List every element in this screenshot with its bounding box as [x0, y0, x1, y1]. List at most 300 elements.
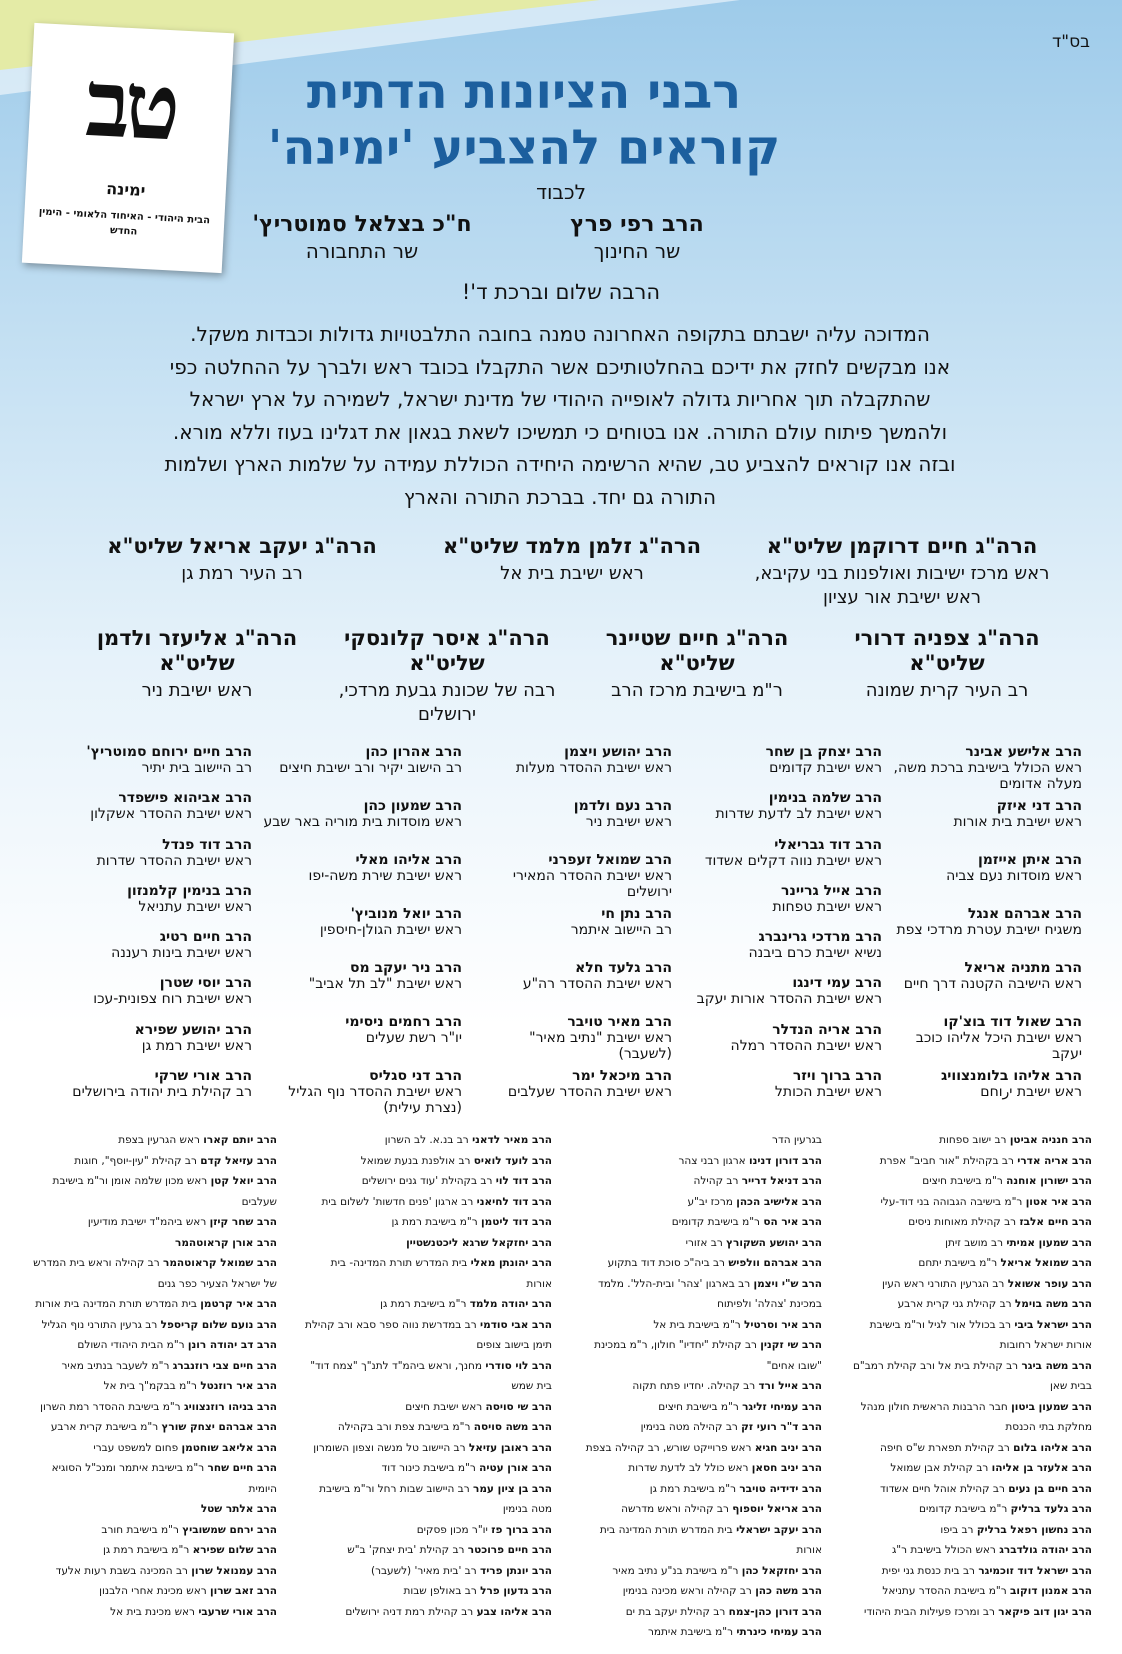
- signer-name: הרב נחשון רפאל ברליק: [976, 1523, 1092, 1536]
- signer-name: הרב שחר קיזן: [209, 1216, 277, 1228]
- bottom-signer: [842, 1581, 1092, 1602]
- signer-role: ר"מ בישיבת ההסדר רמת השרון: [40, 1400, 181, 1413]
- bottom-signer: [27, 1602, 277, 1623]
- minister-role: שר התחבורה: [305, 239, 419, 263]
- signer-role: ר"מ בבקמ"ך בית אל: [103, 1380, 197, 1392]
- signer-role: רב אזורי: [685, 1236, 723, 1249]
- signer-name: הרב איר אטון: [1025, 1195, 1092, 1208]
- signer-name: הרב עמנואל שרון: [191, 1564, 277, 1577]
- signer-name: הרב ברוך פז: [491, 1523, 552, 1536]
- signer-name: הרב נועם שלום קריספל: [160, 1318, 277, 1331]
- bottom-signer: [842, 1561, 1092, 1582]
- headline: [204, 64, 844, 176]
- ballot-party-subtitle: הבית היהודי - האיחוד הלאומי - הימין החדש: [38, 206, 211, 238]
- signer-role: ראש ישיבת לב לדעת שדרות: [715, 806, 882, 823]
- letter-body: [90, 318, 1030, 513]
- lekavod: לכבוד: [536, 180, 586, 204]
- signer-senior: [332, 626, 562, 727]
- signer-role: רבה של שכונת גבעת מרדכי, ירושלים: [338, 680, 556, 725]
- signer-role: ראש מוסדות נעם צביה: [946, 868, 1082, 884]
- signer-name: הרב יהושע ויצמן: [564, 744, 672, 760]
- signer-name: הרב אמנון דוקוב: [1010, 1585, 1092, 1597]
- signer-role: רב קהילת "יחדיו" חולון, ר"מ במכינת "שובו אחים": [594, 1339, 822, 1372]
- signer-role: ראש ישיבת הכותל: [774, 1084, 882, 1100]
- bottom-signer: [27, 1171, 277, 1212]
- bottom-signer: [842, 1540, 1092, 1561]
- bottom-signer: [842, 1192, 1092, 1213]
- signer-role: ראש ישיבת חיצים: [405, 1400, 483, 1413]
- signer-small: [52, 744, 252, 776]
- signer-name: הרב דורון כהן-צמח: [728, 1605, 822, 1618]
- signer-role: ראש מוסדות בית מוריה באר שבע: [263, 814, 462, 830]
- signer-name: הרב אריה הנדלר: [772, 1021, 882, 1038]
- signer-name: הרב משה ביגר: [1021, 1359, 1092, 1372]
- signer-role: ראש מכינת בית אל: [110, 1605, 195, 1618]
- signer-name: הרב עמיחי כינרתי: [736, 1626, 822, 1638]
- signer-name: הרב עזיאל קדם: [200, 1154, 277, 1167]
- signer-name: הרב דניאל דרייר: [741, 1175, 822, 1187]
- bottom-signer: [572, 1520, 822, 1561]
- bottom-signer: [27, 1253, 277, 1294]
- bottom-signer: [302, 1397, 552, 1418]
- bottom-signer: [302, 1540, 552, 1561]
- signer-small: [682, 837, 882, 869]
- signer-role: ראש ישיבת ההסדר אורות יעקב: [696, 991, 882, 1008]
- signer-name: הרב חיים פרוכטר: [467, 1544, 552, 1556]
- bottom-signer: [302, 1233, 552, 1254]
- bottom-signer: [572, 1417, 822, 1438]
- bottom-signer: [572, 1212, 822, 1233]
- signer-role: יו"ר מכון פסקים: [416, 1523, 488, 1536]
- signer-small: [882, 960, 1082, 992]
- signer-name: הרה"ג אליעזר ולדמן שליט"א: [96, 626, 298, 675]
- bottom-signer: [302, 1356, 552, 1397]
- signer-role: ר"מ בישיבה הגבוהה בני דוד-עלי: [880, 1195, 1023, 1208]
- bottom-signer: [842, 1356, 1092, 1397]
- signer-role: רב הגרעין התורני ראש העין: [881, 1277, 1005, 1290]
- signer-role: רב קהילת יעקב בת ים: [625, 1605, 726, 1618]
- signer-name: הרב שאול דוד בוצ'קו: [943, 1014, 1082, 1030]
- bottom-signer: [572, 1622, 822, 1643]
- bottom-signer: [27, 1458, 277, 1499]
- bottom-signer: [842, 1274, 1092, 1295]
- signer-small: [52, 1022, 252, 1054]
- bottom-signer: [27, 1151, 277, 1172]
- bottom-signer: [572, 1335, 822, 1376]
- signer-small: [472, 744, 672, 776]
- signer-small: [472, 1068, 672, 1100]
- signer-small: [682, 975, 882, 1007]
- bottom-signer: [27, 1520, 277, 1541]
- signer-name: הרב איר וסרטיל: [744, 1318, 822, 1331]
- signer-small: [262, 906, 462, 938]
- signer-role: רב העיר רמת גן: [181, 563, 303, 584]
- signer-name: הרב אברהם אנגל: [967, 906, 1082, 922]
- bottom-signer: [27, 1417, 277, 1438]
- signer-role: רב קהילת מאוחות ניסים: [908, 1216, 1017, 1228]
- signer-name: הרב יהושע שפירא: [134, 1021, 252, 1038]
- signer-name: הרב משה בוימל: [1014, 1298, 1092, 1310]
- signer-name: הרב אברהם יצחק שורץ: [161, 1421, 277, 1433]
- bottom-column: [572, 1130, 822, 1643]
- signer-role: ר"מ בישיבת רמת גן: [380, 1298, 467, 1310]
- signer-role: רב קהילת 'בית יצחק' ב"ש: [347, 1544, 465, 1556]
- signer-small: [472, 1014, 672, 1062]
- signer-name: הרה"ג חיים שטיינר שליט"א: [605, 626, 789, 675]
- signer-name: הרב שי סויסה: [485, 1400, 552, 1413]
- signer-role: ראש ישיבת ההסדר אשקלון: [90, 806, 252, 823]
- signer-role: רב בקהילת 'עוד גנים ירושלים: [361, 1175, 493, 1187]
- bottom-signer: [27, 1294, 277, 1315]
- signer-senior: [82, 534, 402, 586]
- signer-name: הרב גדעון פרל: [480, 1585, 552, 1597]
- signer-name: הרב ישורון אוחנה: [1006, 1175, 1092, 1187]
- signer-name: הרב דוד גבריאלי: [774, 836, 882, 853]
- signer-name: הרב יהונתן מאלי: [470, 1257, 552, 1269]
- signer-name: הרב שמעון ביטון: [1011, 1400, 1092, 1413]
- signer-small: [682, 1068, 882, 1100]
- signer-name: הרה"ג איסר קלונסקי שליט"א: [344, 626, 550, 675]
- signer-name: הרב חיים ירוחם סמוטריץ': [86, 744, 252, 760]
- bottom-signer: [302, 1520, 552, 1541]
- signer-name: הרב איר קרטמן: [200, 1298, 277, 1310]
- signer-name: הרב יהודה גולדברג: [999, 1544, 1092, 1556]
- signer-role: ראש פרוייקט שורש, רב קהילה בצפת: [585, 1441, 752, 1454]
- signer-role: רב קהילה: [693, 1175, 739, 1187]
- signer-small: [882, 1014, 1082, 1062]
- signer-role: ראש ישיבת קדומים: [769, 760, 882, 776]
- signer-role: חבר הרבנות הראשית חולון מנהל מחלקת בתי הכנסת: [860, 1400, 1092, 1433]
- signer-name: הרב ישראל ביבי: [1014, 1318, 1092, 1331]
- signer-role: ארגון רבני צהר: [678, 1154, 746, 1167]
- signer-name: הרב זאב שרון: [210, 1585, 277, 1597]
- signer-name: הרב חיים צבי רוזנברג: [172, 1359, 277, 1372]
- signer-name: הרב אריאל יוספוף: [732, 1503, 822, 1515]
- signer-small: [682, 790, 882, 822]
- signer-name: הרב איר רוזנטל: [200, 1380, 277, 1392]
- signer-role: ר"מ בישיבת רמת גן: [103, 1544, 190, 1556]
- signer-role: ראש הכולל בישיבת ר"ג: [891, 1544, 996, 1556]
- bottom-signer: [842, 1212, 1092, 1233]
- bottom-signer: [572, 1438, 822, 1459]
- bottom-signer: [27, 1581, 277, 1602]
- signer-small: [52, 837, 252, 869]
- signer-role: משגיח ישיבת עטרת מרדכי צפת: [896, 922, 1082, 938]
- signer-role: רב היישוב בית יתיר: [141, 760, 252, 776]
- signer-role: נשיא ישיבת כרם ביבנה: [748, 945, 882, 962]
- signer-name: הרב ניר יעקב מס: [349, 960, 462, 976]
- signer-name: הרב אורי שרעבי: [198, 1605, 277, 1618]
- bottom-signer: [302, 1253, 552, 1294]
- bottom-signer: [842, 1479, 1092, 1500]
- signer-name: הרב מרדכי גרינברג: [758, 929, 882, 946]
- signer-name: הרב משה סויסה: [473, 1421, 552, 1433]
- signer-name: הרב שמעון אמיתי: [1006, 1236, 1092, 1249]
- bottom-signer: [572, 1274, 822, 1315]
- bottom-signer: [27, 1499, 277, 1520]
- signer-name: הרב בן ציון עמר: [473, 1482, 552, 1495]
- bottom-signer: [27, 1438, 277, 1459]
- signer-role: ר"מ בישיבת צפת ורב בקהילה: [337, 1421, 471, 1433]
- signer-name: הרב חיים אלבז: [1019, 1216, 1092, 1228]
- signer-senior: [742, 534, 1062, 610]
- signer-role: רב אולפנת בנעת שמואל: [360, 1154, 471, 1167]
- minister-name: הרב רפי פרץ: [570, 212, 704, 237]
- signer-small: [262, 798, 462, 830]
- signer-small: [882, 852, 1082, 884]
- signer-role: ר"מ בישיבת ההסדר עתניאל: [882, 1585, 1007, 1597]
- signer-role: ר"מ בישיבת קדומים: [671, 1216, 760, 1228]
- signer-name: הרב מאיר לדאני: [472, 1134, 552, 1146]
- bottom-signer: [572, 1233, 822, 1254]
- signer-name: הרב חיים בן נעים: [1008, 1482, 1092, 1495]
- signer-name: הרב אייל ורד: [758, 1380, 822, 1392]
- signer-name: הרב יניב חסאן: [751, 1462, 822, 1474]
- signer-name: הרב אברהם וולפיש: [728, 1257, 822, 1269]
- signer-role: יו"ר רשת שעלים: [365, 1030, 462, 1046]
- signer-name: הרב אריה אדרי: [1017, 1154, 1092, 1167]
- signer-role: רב בקהילת "אור חביב" אפרת: [879, 1154, 1014, 1167]
- signer-role: ר"מ בישיבת יתחם: [918, 1257, 998, 1269]
- signer-role: רב קהילת אבן שמואל: [890, 1462, 989, 1474]
- signer-small: [882, 798, 1082, 830]
- ballot-party-name: ימינה: [105, 178, 146, 200]
- signer-role: ראש ישיבת נווה דקלים אשדוד: [704, 852, 882, 869]
- bottom-signer: [27, 1315, 277, 1336]
- signer-role: ראש ישיבת שירת משה-יפו: [308, 868, 462, 884]
- signer-small: [472, 906, 672, 938]
- signer-role: רב קהילה. יחדיו פתח תקוה: [632, 1380, 756, 1392]
- signer-name: הרב מיכאל ימר: [572, 1068, 672, 1084]
- letter-line: התורה גם יחד. בברכת התורה והארץ: [403, 484, 717, 509]
- signer-role: ראש ישיבת ההסדר שדרות: [96, 852, 252, 869]
- minister-2: [212, 212, 512, 263]
- signer-name: הרב דב יהודה רונן: [187, 1339, 277, 1351]
- signer-role: רב ומרכז פעילות הבית היהודי: [864, 1605, 995, 1618]
- signer-role: רב העיר קרית שמונה: [865, 680, 1029, 701]
- signer-small: [682, 1022, 882, 1054]
- signer-name: הרב חיים שחר: [207, 1462, 277, 1474]
- signer-small: [682, 929, 882, 961]
- signer-name: הרב איתן אייזמן: [978, 852, 1082, 868]
- signer-name: הרב דני סגליס: [369, 1068, 462, 1084]
- bottom-signer: [302, 1458, 552, 1479]
- bottom-signer: [27, 1130, 277, 1151]
- bottom-signer: [842, 1151, 1092, 1172]
- signer-role: ר"מ בישיבת רמת גן: [649, 1482, 737, 1495]
- minister-role: שר החינוך: [593, 239, 681, 263]
- signer-small: [262, 960, 462, 992]
- bottom-column: [302, 1130, 552, 1622]
- signer-name: הרב שמעון כהן: [363, 798, 462, 814]
- bottom-signer: [302, 1130, 552, 1151]
- signer-senior: [832, 626, 1062, 703]
- signer-role: רב באולפן שבות: [403, 1585, 477, 1597]
- signer-role: רב היישוב איתמר: [570, 922, 672, 938]
- headline-line1: רבני הציונות הדתית: [306, 64, 742, 120]
- signer-role: ראש ישיבת "נתיב מאיר" (לשעבר): [529, 1030, 672, 1062]
- bottom-signer: [842, 1294, 1092, 1315]
- signer-role: רב 'בית מאיר' (לשעבר): [370, 1564, 477, 1577]
- signer-role: ראש ישיבת בינות רעננה: [111, 945, 252, 962]
- signer-name: הרב לועד לואיס: [473, 1154, 552, 1167]
- signer-name: הרה"ג זלמן מלמד שליט"א: [442, 534, 702, 558]
- greeting: הרבה שלום וברכת ד'!: [461, 280, 661, 304]
- signer-name: הרב ש"י ויצמן: [753, 1277, 822, 1290]
- signer-name: הרב יהושע השקורץ: [726, 1236, 822, 1249]
- signer-role: ראש הכולל בישיבת ברכת משה, מעלה אדומים: [893, 760, 1082, 792]
- signer-name: הרב אורן קראוטהמר: [175, 1236, 277, 1249]
- signer-name: הרב אלישע אבינר: [965, 744, 1082, 760]
- bottom-signer: [842, 1602, 1092, 1623]
- signer-role: ראש מכון שלמה אומן ור"מ בישיבת שעלבים: [52, 1175, 277, 1208]
- letter-line: אנו מבקשים לחזק את ידיכם בהחלטותיכם אשר התקבלו בכובד ראש ולברך על ההחלטה כפי: [169, 354, 951, 379]
- signer-small: [472, 798, 672, 830]
- signer-role: ראש הישיבה הקטנה דרך חיים: [903, 976, 1082, 992]
- signer-role: ר"מ בישיבת איתמר: [647, 1626, 734, 1638]
- bottom-signer: [842, 1520, 1092, 1541]
- signer-role: ראש כולל לב לדעת שדרות: [628, 1462, 749, 1474]
- signer-name: הרב אורי שרקי: [154, 1068, 252, 1084]
- signer-name: הרב עמי דינגו: [792, 975, 882, 992]
- bottom-signer: [572, 1130, 822, 1151]
- signer-name: הרב אביהוא פישפדר: [118, 790, 252, 807]
- signer-role: ר"מ בישיבת מרכז הרב: [611, 680, 783, 701]
- minister-1: [487, 212, 787, 263]
- signer-name: הרב יואל קטן: [210, 1175, 277, 1187]
- signer-small: [262, 1068, 462, 1116]
- bottom-signer: [842, 1458, 1092, 1479]
- bottom-signer: [27, 1561, 277, 1582]
- signer-role: בית המדרש תורת המדינה בית אורות: [35, 1298, 197, 1310]
- signer-name: הרב דוד לחיאני: [476, 1195, 552, 1208]
- signer-role: מרכז יב"ע: [687, 1195, 733, 1208]
- bottom-signer: [842, 1499, 1092, 1520]
- signer-name: הרב בניהו רוזנצוויג: [183, 1400, 277, 1413]
- signer-role: ראש ביהמ"ד ישיבת מודיעין: [87, 1216, 207, 1228]
- signer-role: ר"מ בישיבת חיצים: [922, 1175, 1003, 1187]
- bottom-signer: [27, 1540, 277, 1561]
- signer-name: הרב רחמים ניסימי: [345, 1014, 462, 1030]
- signer-name: הרב ראובן עזיאל: [468, 1441, 552, 1454]
- signer-name: הרב אלעזר בן אליהו: [991, 1462, 1092, 1474]
- signer-small: [52, 790, 252, 822]
- signer-role: ראש ישיבת יرוחם: [980, 1084, 1082, 1100]
- signer-name: הרב אייל גריינר: [781, 882, 882, 899]
- signer-role: רב קהילה וראש בית המדרש של ישראל הצעיר כפר גנים: [33, 1257, 277, 1290]
- signer-small: [882, 1068, 1082, 1100]
- signer-role: ר"מ הבית היהודי השולם: [77, 1339, 185, 1351]
- signer-name: הרב מתניה אריאל: [964, 960, 1082, 976]
- bottom-signer: [302, 1171, 552, 1192]
- signer-name: הרב שלמה בנימין: [768, 790, 882, 807]
- signer-role: רב קהילת בית אל ורב קהילת רמב"ם בבית שאן: [852, 1359, 1092, 1392]
- letter-line: ולהמשך פיתוח עולם התורה. אנו בטוחים כי תמשיכו לשאת בגאון את דגלינו בעוז וללא מורא.: [172, 419, 948, 444]
- signer-name: הרב יהודה מלמד: [469, 1298, 552, 1310]
- signer-small: [262, 852, 462, 884]
- bottom-signer: [302, 1315, 552, 1356]
- signer-name: הרב שמואל זעפרני: [548, 852, 672, 868]
- signer-name: הרב חנניה אביטן: [1009, 1134, 1092, 1146]
- signer-role: ראש ישיבת רמת גן: [141, 1037, 252, 1054]
- signer-name: הרב שמואל קראוטהמר: [163, 1257, 277, 1269]
- signer-name: הרב ברוך ויזר: [792, 1068, 882, 1084]
- signer-role: רב קהילת בית יהודה בירושלים: [72, 1084, 252, 1100]
- signer-small: [472, 852, 672, 900]
- signer-name: הרב לוי סודרי: [485, 1359, 552, 1372]
- signer-role: ר"מ בישיבת בית אל: [653, 1318, 741, 1331]
- signer-name: הרב שמואל אריאל: [1000, 1257, 1092, 1269]
- signer-name: הרב אלישיב הכהן: [736, 1195, 822, 1208]
- signer-role: רב ביפו: [940, 1523, 974, 1536]
- signer-senior: [82, 626, 312, 703]
- signer-role: מחנך, וראש ביהמ"ד לתנ"ך "צמח דוד" בית שמש: [310, 1359, 552, 1392]
- signer-role: רב גרעין התורני נוף הגליל: [41, 1318, 158, 1331]
- signer-small: [262, 1014, 462, 1046]
- signer-name: הרב יונתן פריד: [480, 1564, 552, 1577]
- bsd-mark: בס"ד: [1052, 32, 1090, 52]
- bottom-signer: [302, 1417, 552, 1438]
- signer-role: ר"מ בישיבת קרית ארבע: [50, 1421, 159, 1433]
- bottom-signer: [842, 1233, 1092, 1254]
- signer-name: הרב דוד פנדל: [162, 836, 252, 853]
- signer-role: ר"מ בישיבת רמת גן: [391, 1216, 478, 1228]
- signer-role: ר"מ בישיבת בנ"ע נתיב מאיר: [612, 1564, 739, 1577]
- signer-role: רב קהילת תפארת ש"ס חיפה: [879, 1441, 1010, 1454]
- bottom-signer: [27, 1397, 277, 1418]
- signer-name: הרב יצחק בן שחר: [765, 744, 882, 760]
- signer-name: הרה"ג חיים דרוקמן שליט"א: [766, 534, 1038, 558]
- signer-name: הרב גלעד חלא: [575, 960, 672, 976]
- signer-name: הרב יוסי שטרן: [159, 975, 252, 992]
- bottom-signer: [302, 1479, 552, 1520]
- bottom-signer: [572, 1151, 822, 1172]
- signer-name: הרב משה כהן: [755, 1585, 822, 1597]
- signer-role: ראש ישיבת "לב תל אביב": [308, 976, 462, 992]
- signer-small: [52, 883, 252, 915]
- signer-small: [52, 1068, 252, 1100]
- letter-line: שהתקבלה תוך אחריות גדולה לאופייה היהודי של מדינת ישראל, לשמירה על ארץ ישראל: [189, 387, 931, 411]
- signer-senior: [422, 534, 722, 586]
- signer-name: הרב נעם ולדמן: [573, 798, 672, 814]
- bottom-signer: [572, 1581, 822, 1602]
- bottom-signer: [302, 1602, 552, 1623]
- signer-role: ראש ישיבת ההסדר שעלבים: [507, 1084, 672, 1100]
- bottom-signer: [27, 1376, 277, 1397]
- bottom-signer: [302, 1438, 552, 1459]
- signer-role: פחום למשפט עברי: [93, 1441, 179, 1454]
- signer-name: הרב עמיחי זליגר: [742, 1400, 822, 1413]
- signer-role: רב ישוב ספחות: [939, 1134, 1007, 1146]
- signer-role: רב בארגון 'צהר' ובית-הלל'. מלמד במכינת 'צהלה' ולפיתוח: [597, 1277, 822, 1310]
- signer-name: הרב נתן חי: [601, 906, 672, 922]
- signer-role: רב היישוב טל מנשה וצפון השומרון: [313, 1441, 466, 1454]
- bottom-signer: [572, 1602, 822, 1623]
- bottom-signer: [302, 1192, 552, 1213]
- bottom-signer: [302, 1151, 552, 1172]
- signer-small: [52, 975, 252, 1007]
- bottom-signer: [572, 1499, 822, 1520]
- letter-line: ובזה אנו קוראים להצביע טב, שהיא הרשימה היחידה הכוללת עמידה על שלמות הארץ ושלמות: [164, 452, 956, 476]
- signer-name: הרב אליהו צבע: [476, 1605, 552, 1618]
- signer-role: רב קהילת רמת דניה ירושלים: [345, 1605, 474, 1618]
- signer-name: הרב איר הס: [763, 1216, 822, 1228]
- signer-role: ראש ישיבת ניר: [585, 814, 672, 830]
- signer-name: הרב ישראל דוד זוכמיגר: [978, 1564, 1092, 1577]
- signer-small: [472, 960, 672, 992]
- signer-role: רב ארגון 'פנים חדשות' לשלום בית: [321, 1195, 474, 1208]
- signer-name: הרב אהרון כהן: [365, 744, 462, 760]
